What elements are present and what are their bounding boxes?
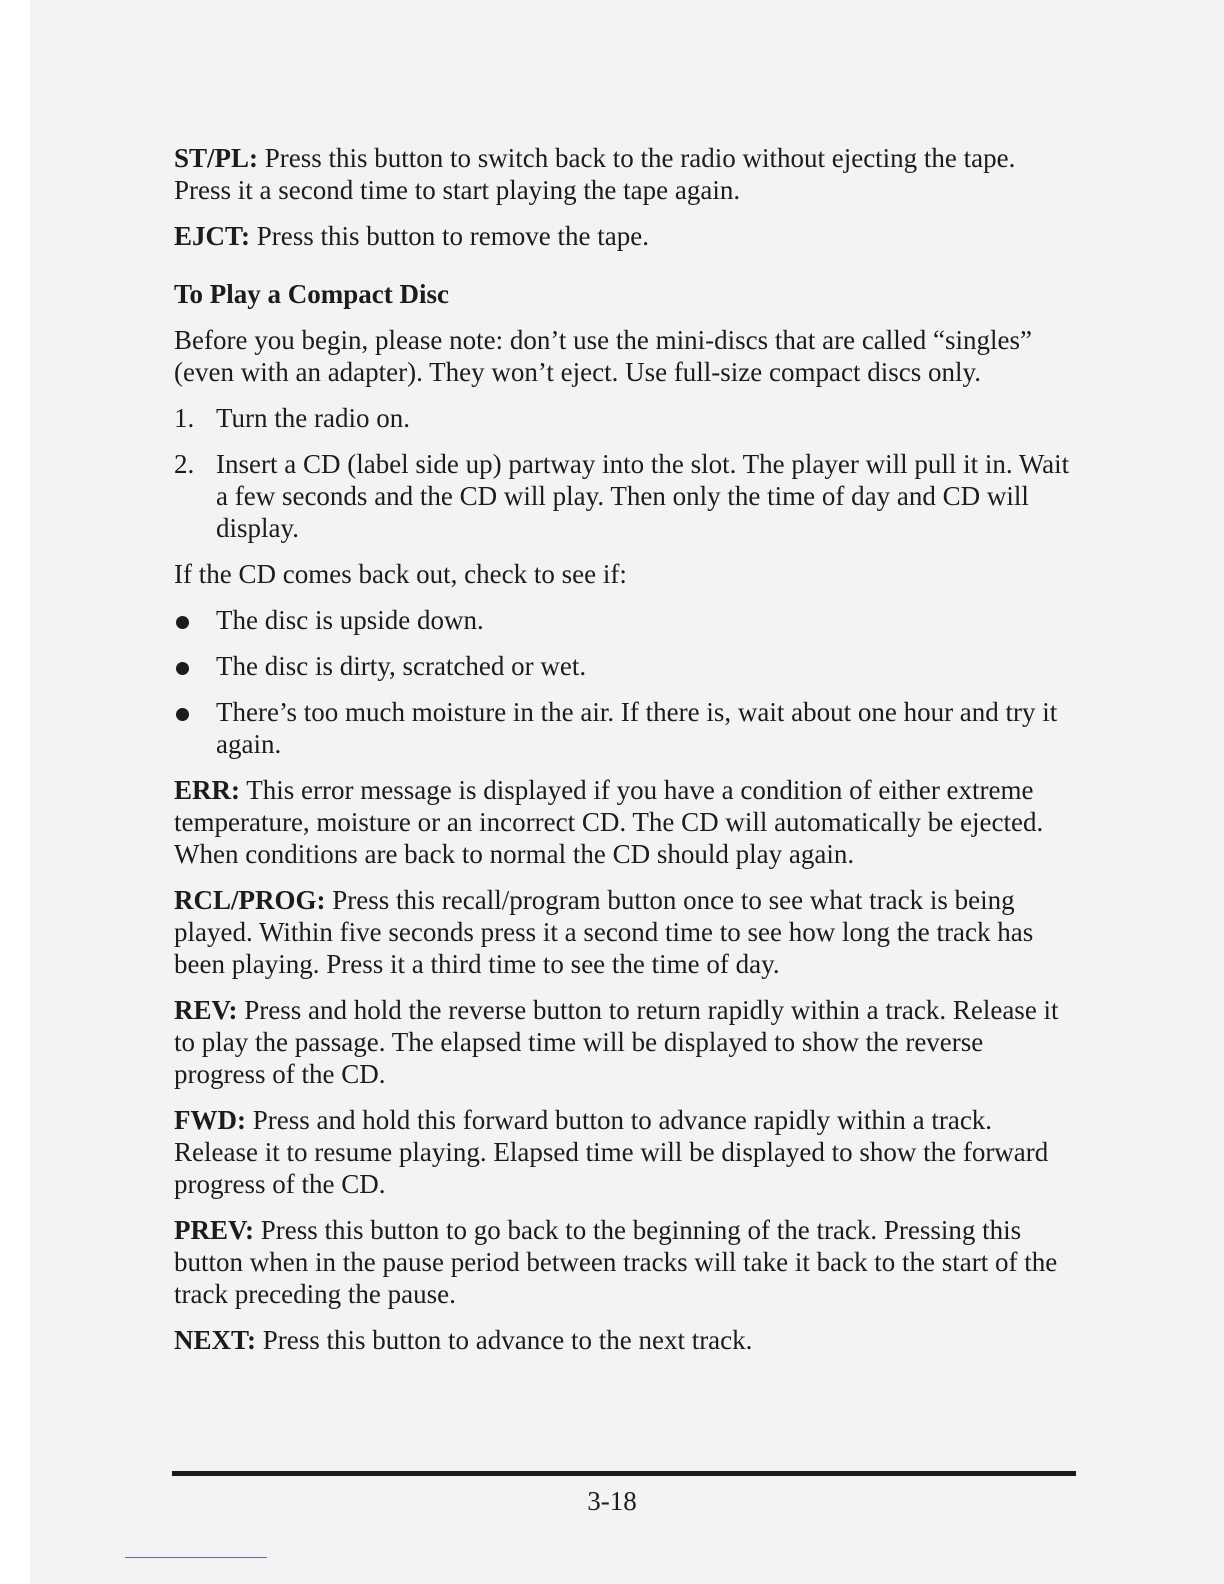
step-text: Turn the radio on.: [216, 403, 410, 433]
err-term: ERR:: [174, 775, 240, 805]
next-text: Press this button to advance to the next track.: [256, 1325, 753, 1355]
prev-term: PREV:: [174, 1215, 255, 1245]
stpl-term: ST/PL:: [174, 143, 259, 173]
step-number: 1.: [174, 403, 195, 433]
err-text: This error message is displayed if you have a condition of either extreme temperature, moisture or an incorrect CD. The CD will automatically be ejected. When conditions are back to normal the CD should play again.: [174, 775, 1044, 869]
next-paragraph: [174, 1324, 1079, 1356]
rclprog-term: RCL/PROG:: [174, 885, 326, 915]
ejct-term: EJCT:: [174, 221, 251, 251]
step-item: [174, 402, 1079, 434]
ejct-text: Press this button to remove the tape.: [250, 221, 649, 251]
rev-text: Press and hold the reverse button to return rapidly within a track. Release it to play the passage. The elapsed time will be displayed to show the reverse progress of the CD.: [174, 995, 1059, 1089]
stpl-text: Press this button to switch back to the radio without ejecting the tape. Press it a second time to start playing the tape again.: [174, 143, 1016, 205]
prev-text: Press this button to go back to the beginning of the track. Pressing this button when in the pause period between tracks will take it back to the start of the track preceding the pause.: [174, 1215, 1058, 1309]
stpl-paragraph: [174, 142, 1079, 206]
bullet-text: There’s too much moisture in the air. If there is, wait about one hour and try it again.: [216, 697, 1058, 759]
fwd-paragraph: [174, 1104, 1079, 1200]
check-intro: If the CD comes back out, check to see if:: [174, 559, 627, 589]
rclprog-paragraph: [174, 884, 1079, 980]
err-paragraph: [174, 774, 1079, 870]
rclprog-text: Press this recall/program button once to see what track is being played. Within five seconds press it a second time to see how long the track has been playing. Press it a third time to see the time of day.: [174, 885, 1034, 979]
fwd-term: FWD:: [174, 1105, 246, 1135]
bullet-text: The disc is upside down.: [216, 605, 484, 635]
rev-term: REV:: [174, 995, 238, 1025]
ejct-paragraph: [174, 220, 1079, 252]
step-text: Insert a CD (label side up) partway into the slot. The player will pull it in. Wait a few seconds and the CD will play. Then only the time of day and CD will display.: [216, 449, 1070, 543]
next-term: NEXT:: [174, 1325, 257, 1355]
page-margin-band: [0, 0, 30, 1584]
bullet-icon: [176, 662, 189, 675]
page-number: 3-18: [587, 1486, 637, 1516]
footer-rule: [172, 1471, 1076, 1476]
rev-paragraph: [174, 994, 1079, 1090]
page-content: [174, 142, 1079, 1370]
bullet-icon: [176, 708, 189, 721]
prev-paragraph: [174, 1214, 1079, 1310]
bullet-text: The disc is dirty, scratched or wet.: [216, 651, 587, 681]
footer-divider: [125, 1557, 267, 1558]
section-heading: To Play a Compact Disc: [174, 279, 449, 309]
bullet-item: [174, 650, 1079, 682]
step-item: [174, 448, 1079, 544]
fwd-text: Press and hold this forward button to advance rapidly within a track. Release it to resume playing. Elapsed time will be displayed to show the forward progress of the CD.: [174, 1105, 1049, 1199]
bullet-icon: [176, 616, 189, 629]
step-number: 2.: [174, 449, 195, 479]
bullet-item: [174, 604, 1079, 636]
intro-paragraph: Before you begin, please note: don’t use the mini-discs that are called “singles” (even with an adapter). They won’t eject. Use full-size compact discs only.: [174, 325, 1032, 387]
bullet-item: [174, 696, 1079, 760]
